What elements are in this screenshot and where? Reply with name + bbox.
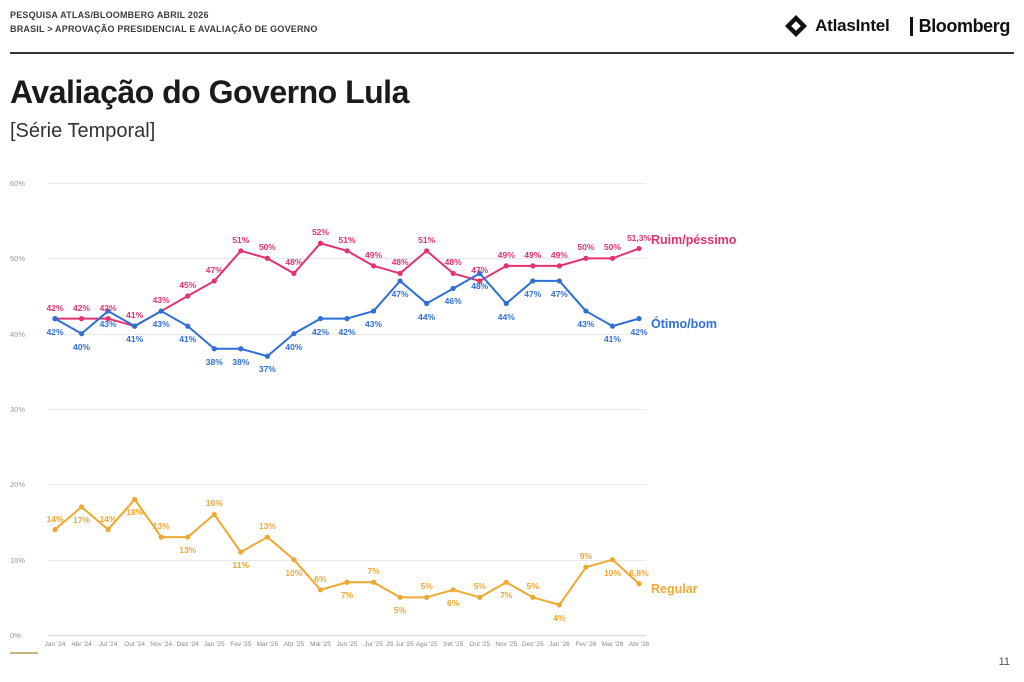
data-point <box>238 346 243 351</box>
data-point-label: 47% <box>471 264 489 275</box>
data-point-label: 52% <box>311 227 329 238</box>
data-point <box>185 293 190 298</box>
data-point <box>557 278 562 283</box>
header-line-2: BRASIL > APROVAÇÃO PRESIDENCIAL E AVALIAÇÃO DE GOVERNO <box>10 24 318 34</box>
data-point <box>318 587 323 592</box>
data-point-label: 50% <box>258 242 276 253</box>
x-axis-tick-label: Mai '25 <box>310 641 331 648</box>
data-point-label: 5% <box>420 581 433 592</box>
series-label-3: Regular <box>651 581 698 596</box>
y-axis-tick-label: 10% <box>10 555 26 565</box>
data-point-label: 11% <box>232 560 250 571</box>
bloomberg-logo <box>910 16 1010 37</box>
x-axis-tick-label: Out '25 <box>469 641 491 648</box>
logo-group <box>784 14 1010 38</box>
data-point-label: 7% <box>367 566 380 577</box>
x-axis-tick-label: Mar '26 <box>601 641 624 648</box>
data-point-label: 50% <box>577 242 595 253</box>
footer-accent-bar <box>10 652 38 654</box>
data-point <box>159 534 164 539</box>
data-point-label: 49% <box>550 249 568 260</box>
data-point-label: 42% <box>46 302 64 313</box>
y-axis-tick-label: 30% <box>10 405 26 414</box>
data-point <box>132 324 137 329</box>
data-point-label: 48% <box>444 257 462 268</box>
data-point <box>583 256 588 261</box>
page-title: Avaliação do Governo Lula <box>10 74 409 110</box>
x-axis-tick-label: Ago '25 <box>415 641 438 648</box>
data-point-label: 47% <box>391 288 409 299</box>
data-point <box>185 534 190 539</box>
data-point-label: 49% <box>524 249 542 260</box>
data-point-label: 51,3% <box>626 232 652 243</box>
data-point-label: 40% <box>285 341 303 352</box>
x-axis-labels <box>44 637 650 657</box>
data-point-label: 9% <box>579 551 593 562</box>
data-point <box>557 602 562 607</box>
data-point-label: 51% <box>418 234 436 245</box>
data-point-label: 43% <box>577 319 595 330</box>
series-label-1: Ruim/péssimo <box>651 232 737 247</box>
data-point-label: 42% <box>311 326 329 337</box>
data-point-label: 44% <box>418 311 436 322</box>
data-point <box>610 557 615 562</box>
atlasintel-wordmark: AtlasIntel <box>815 16 890 35</box>
data-point <box>265 534 270 539</box>
data-point <box>557 263 562 268</box>
data-point <box>291 557 296 562</box>
data-point-label: 10% <box>603 567 621 578</box>
data-point <box>636 316 641 321</box>
data-point <box>583 308 588 313</box>
data-point <box>424 248 429 253</box>
x-axis-tick-label: Jan '25 <box>203 641 225 648</box>
data-point <box>451 271 456 276</box>
data-point-label: 16% <box>205 498 223 509</box>
data-point-label: 5% <box>393 605 407 616</box>
x-axis-tick-label: Out '24 <box>124 641 146 648</box>
line-chart <box>10 175 1014 660</box>
x-axis-tick-label: Jan '26 <box>548 641 570 648</box>
data-point-label: 47% <box>524 288 542 299</box>
x-axis-tick-label: 28 Jul '25 <box>386 641 414 648</box>
data-point <box>79 331 84 336</box>
data-point-label: 43% <box>99 319 117 330</box>
data-point <box>52 316 57 321</box>
x-axis-tick-label: Fev '26 <box>575 641 597 648</box>
data-point-label: 17% <box>73 514 91 525</box>
x-axis-tick-label: Abr '24 <box>71 641 92 648</box>
data-point <box>344 248 349 253</box>
data-point-label: 7% <box>500 590 513 601</box>
data-point <box>397 271 402 276</box>
data-point-label: 10% <box>285 567 303 578</box>
data-point <box>477 595 482 600</box>
data-point-label: 40% <box>73 341 91 352</box>
data-point <box>636 246 641 251</box>
data-point-label: 13% <box>179 545 197 556</box>
x-axis-tick-label: Jul '24 <box>98 641 118 648</box>
data-point <box>424 595 429 600</box>
header-subtitle-block <box>10 8 318 36</box>
data-point <box>291 271 296 276</box>
data-point-label: 6,8% <box>629 567 649 578</box>
data-point <box>212 512 217 517</box>
y-axis-tick-label: 20% <box>10 480 26 490</box>
data-point <box>159 308 164 313</box>
series-label-2: Ótimo/bom <box>651 316 717 331</box>
data-point <box>212 278 217 283</box>
data-point <box>371 580 376 585</box>
data-point-label: 13% <box>152 521 170 532</box>
data-point-label: 5% <box>473 581 486 592</box>
header-divider <box>10 52 1014 54</box>
data-point-label: 47% <box>550 288 568 299</box>
data-point <box>451 286 456 291</box>
data-point <box>344 316 349 321</box>
data-point-label: 42% <box>630 326 648 337</box>
data-point <box>132 497 137 502</box>
x-axis-tick-label: Nov '25 <box>495 641 518 648</box>
data-point <box>530 263 535 268</box>
data-point <box>185 324 190 329</box>
data-point <box>530 595 535 600</box>
data-point <box>610 256 615 261</box>
data-point-label: 46% <box>444 296 462 307</box>
data-point-label: 42% <box>338 326 356 337</box>
data-point <box>530 278 535 283</box>
x-axis-tick-label: Mar '25 <box>256 641 279 648</box>
data-point <box>79 504 84 509</box>
data-point-label: 42% <box>73 302 91 313</box>
data-point-label: 5% <box>526 581 539 592</box>
data-point <box>318 316 323 321</box>
data-point <box>265 256 270 261</box>
data-point <box>291 331 296 336</box>
data-point-label: 44% <box>497 311 515 322</box>
page-number: 11 <box>998 656 1010 668</box>
x-axis-tick-label: Nov '24 <box>150 641 173 648</box>
y-axis-tick-label: 0% <box>10 631 21 640</box>
data-point <box>212 346 217 351</box>
data-point <box>504 301 509 306</box>
data-point <box>52 527 57 532</box>
data-point-label: 18% <box>126 507 144 518</box>
data-point <box>371 263 376 268</box>
data-point-label: 45% <box>179 280 197 290</box>
data-point <box>79 316 84 321</box>
data-point <box>610 324 615 329</box>
data-point-label: 14% <box>46 513 64 524</box>
bloomberg-bar-icon <box>910 17 913 36</box>
data-point-label: 48% <box>285 257 303 268</box>
y-axis-tick-label: 60% <box>10 179 26 188</box>
data-point-label: 42% <box>99 302 117 313</box>
x-axis-tick-label: Abr '26 <box>628 641 650 648</box>
data-point <box>424 301 429 306</box>
data-point-label: 47% <box>205 264 223 275</box>
data-point <box>636 581 641 586</box>
data-point-label: 14% <box>99 513 117 524</box>
data-point-label: 49% <box>497 249 515 260</box>
data-point <box>504 580 509 585</box>
data-point-label: 6% <box>314 573 327 584</box>
data-point <box>238 550 243 555</box>
data-point-label: 51% <box>232 234 250 245</box>
y-axis-tick-label: 50% <box>10 254 26 264</box>
data-point-label: 4% <box>553 612 566 623</box>
data-point-label: 42% <box>46 326 64 337</box>
data-point <box>371 308 376 313</box>
x-axis-tick-label: Set '25 <box>443 641 464 648</box>
data-point <box>265 354 270 359</box>
bloomberg-wordmark: Bloomberg <box>918 15 1010 36</box>
data-point-label: 38% <box>205 356 223 367</box>
x-axis-tick-label: Dez '24 <box>176 641 199 648</box>
data-point-label: 51% <box>338 234 356 245</box>
data-point <box>344 580 349 585</box>
data-point-label: 43% <box>152 319 170 330</box>
x-axis <box>48 635 646 636</box>
data-point <box>397 278 402 283</box>
data-point <box>238 248 243 253</box>
data-point-label: 48% <box>391 257 409 268</box>
data-point-label: 50% <box>603 242 621 253</box>
atlas-diamond-icon <box>784 14 808 38</box>
data-point-label: 38% <box>232 356 250 367</box>
data-point <box>318 241 323 246</box>
data-point-label: 41% <box>126 334 144 345</box>
data-point-label: 13% <box>258 521 276 532</box>
data-point-label: 41% <box>179 334 197 345</box>
data-point-label: 37% <box>258 364 276 375</box>
data-point <box>397 595 402 600</box>
x-axis-tick-label: Jul '25 <box>364 641 383 648</box>
page-subtitle: [Série Temporal] <box>10 120 156 142</box>
data-point-label: 6% <box>447 597 460 608</box>
x-axis-tick-label: Jun '25 <box>336 641 358 648</box>
data-point <box>583 565 588 570</box>
atlasintel-logo <box>784 14 890 38</box>
x-axis-tick-label: Jan '24 <box>44 641 66 648</box>
x-axis-tick-label: Dez '25 <box>521 641 544 648</box>
header-line-1: PESQUISA ATLAS/BLOOMBERG ABRIL 2026 <box>10 10 209 20</box>
data-point-label: 41% <box>603 334 621 345</box>
y-axis-tick-label: 40% <box>10 329 26 339</box>
data-point-label: 49% <box>365 249 383 260</box>
data-point-label: 7% <box>340 590 354 601</box>
data-point-label: 43% <box>365 319 383 330</box>
data-point <box>451 587 456 592</box>
data-point <box>504 263 509 268</box>
x-axis-tick-label: Abr '25 <box>283 641 305 648</box>
data-point-label: 43% <box>152 295 170 306</box>
data-point-label: 41% <box>126 310 144 321</box>
x-axis-tick-label: Fev '25 <box>230 641 252 648</box>
page-header <box>0 0 1024 55</box>
data-point-label: 48% <box>471 281 489 292</box>
data-point <box>105 527 110 532</box>
